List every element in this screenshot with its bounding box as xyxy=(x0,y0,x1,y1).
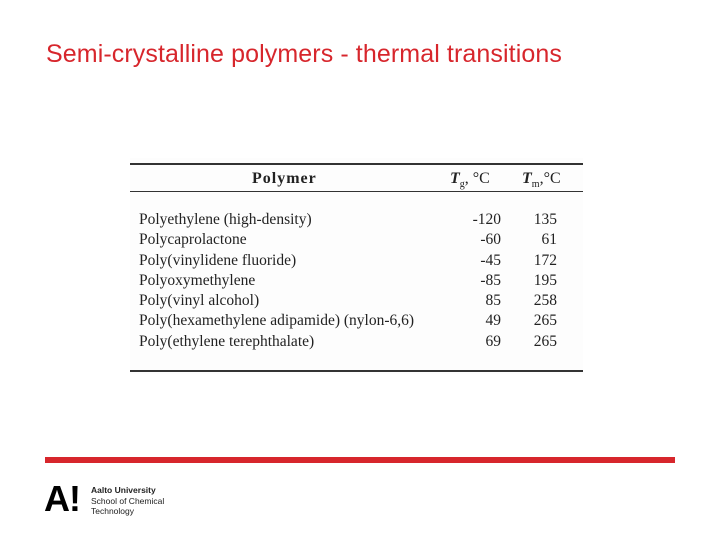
cell-tm: 265 xyxy=(533,332,557,350)
cell-polymer: Poly(vinyl alcohol) xyxy=(139,292,260,310)
polymer-transitions-table xyxy=(130,158,583,374)
cell-tm: 61 xyxy=(541,231,557,249)
cell-tg: 85 xyxy=(485,292,501,310)
slide-title: Semi-crystalline polymers - thermal transitions xyxy=(46,40,562,68)
cell-tg: -120 xyxy=(472,211,501,228)
header-tm-unit: ,°C xyxy=(539,170,561,187)
table-row xyxy=(139,332,574,352)
cell-polymer: Polyethylene (high-density) xyxy=(139,211,312,228)
cell-polymer: Poly(hexamethylene adipamide) (nylon-6,6) xyxy=(139,312,415,330)
cell-tg: -85 xyxy=(480,271,501,289)
cell-tg: -45 xyxy=(480,251,501,269)
table-row xyxy=(139,271,574,291)
footer-accent-bar xyxy=(45,457,675,463)
organization-name xyxy=(91,485,164,517)
table-bottom-rule xyxy=(130,370,583,372)
table-top-rule xyxy=(130,163,583,165)
cell-tm: 195 xyxy=(533,271,557,289)
org-line-2: School of Chemical xyxy=(91,495,165,506)
header-tm-symbol: T xyxy=(522,170,532,187)
table-body xyxy=(139,210,574,352)
header-polymer: Polymer xyxy=(252,170,317,187)
cell-tg: 69 xyxy=(485,332,501,350)
header-tg-unit: , °C xyxy=(464,170,490,187)
header-tg-symbol: T xyxy=(450,170,460,187)
cell-tm: 135 xyxy=(533,211,557,228)
header-tg-subscript: g xyxy=(459,179,465,191)
header-tm xyxy=(522,170,561,190)
cell-tg: -60 xyxy=(480,231,501,249)
header-tg xyxy=(450,170,490,190)
org-line-3: Technology xyxy=(91,506,135,516)
table-row xyxy=(139,210,574,230)
cell-polymer: Polycaprolactone xyxy=(139,231,247,249)
table-row xyxy=(139,230,574,250)
cell-polymer: Polyoxymethylene xyxy=(139,271,256,289)
cell-tm: 172 xyxy=(533,251,557,269)
table-header-rule xyxy=(130,191,583,192)
cell-tm: 258 xyxy=(533,292,557,310)
cell-tg: 49 xyxy=(485,312,501,330)
cell-polymer: Poly(vinylidene fluoride) xyxy=(139,251,297,269)
aalto-logo: A! xyxy=(44,478,80,519)
table-row xyxy=(139,291,574,311)
cell-tm: 265 xyxy=(533,312,557,330)
table-row xyxy=(139,251,574,271)
table-row xyxy=(139,311,574,331)
cell-polymer: Poly(ethylene terephthalate) xyxy=(139,332,315,350)
header-tm-subscript: m xyxy=(531,179,540,191)
org-line-1: Aalto University xyxy=(91,485,156,495)
